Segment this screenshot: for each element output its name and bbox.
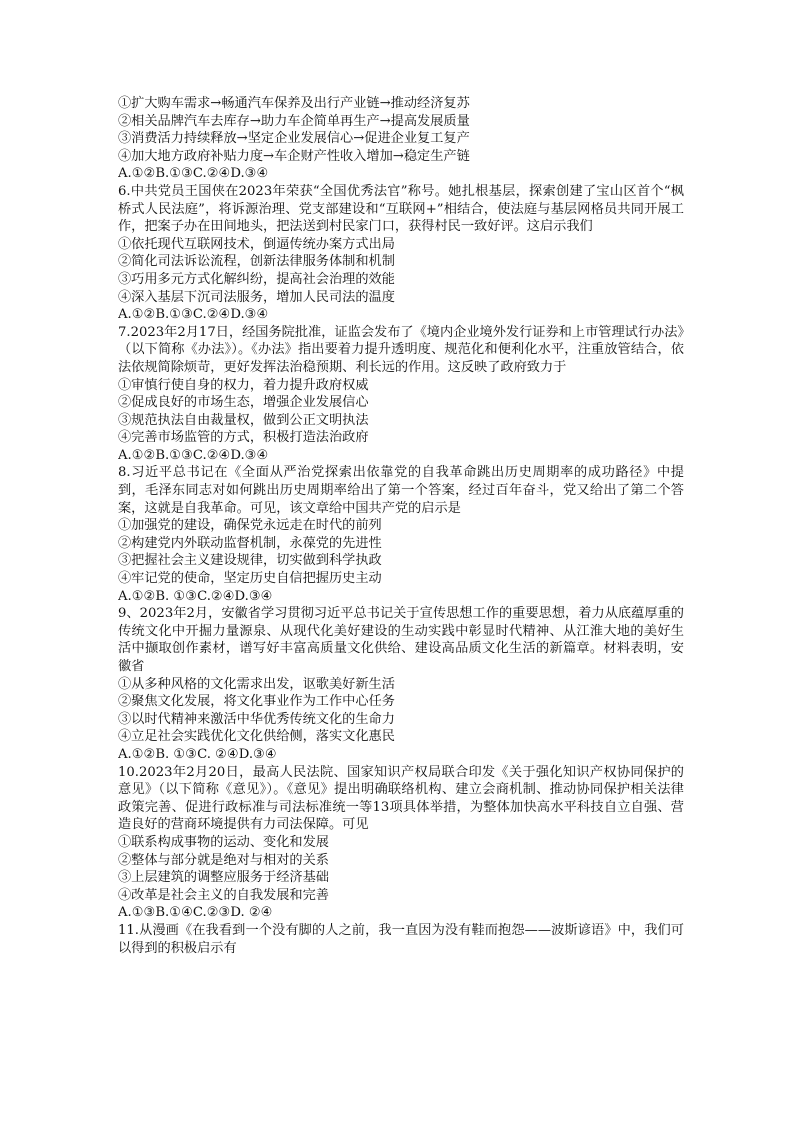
answer-choices: A.①②B. ①③C.②④D.③④ (118, 588, 273, 604)
question-stem: 6.中共党员王国侠在2023年荣获“全国优秀法官”称号。她扎根基层，探索创建了宝山区首个“枫桥式人民法庭”，将诉源治理、党支部建设和“互联网+”相结合，使法庭与基层网格员共同开展工作，把案子办在田间地头，把法送到村民家门口，获得村民一致好评。这启示我们 (118, 183, 684, 235)
option: ④深入基层下沉司法服务，增加人民司法的温度 (118, 289, 395, 305)
option: ④加大地方政府补贴力度→车企财产性收入增加→稳定生产链 (118, 148, 470, 164)
option: ①扩大购车需求→畅通汽车保养及出行产业链→推动经济复苏 (118, 96, 470, 111)
option: ③巧用多元方式化解纠纷，提高社会治理的效能 (118, 271, 395, 287)
option: ②相关品牌汽车去库存→助力车企简单再生产→提高发展质量 (118, 113, 470, 129)
question-stem: 7.2023年2月17日，经国务院批准，证监会发布了《境内企业境外发行证券和上市管理试行办法》（以下简称《办法》）。《办法》指出要着力提升透明度、规范化和便利化水平，注重放管结合，依法依规简除烦苛，更好发挥法治稳预期、利长远的作用。这反映了政府致力于 (118, 324, 684, 375)
option: ④立足社会实践优化文化供给侧，落实文化惠民 (118, 729, 395, 745)
option: ①依托现代互联网技术，倒逼传统办案方式出局 (118, 236, 395, 252)
option: ④牢记党的使命，坚定历史自信把握历史主动 (118, 571, 382, 587)
option: ①加强党的建设，确保党永远走在时代的前列 (118, 518, 382, 534)
question-8 (118, 464, 684, 605)
option: ①审慎行使自身的权力，着力提升政府权威 (118, 377, 369, 393)
option: ②整体与部分就是绝对与相对的关系 (118, 852, 329, 868)
option: ②构建党内外联动监督机制，永葆党的先进性 (118, 535, 382, 551)
question-10 (118, 764, 684, 922)
option: ③消费活力持续释放→坚定企业发展信心→促进企业复工复产 (118, 131, 470, 147)
question-stem: 8.习近平总书记在《全面从严治党探索出依靠党的自我革命跳出历史周期率的成功路径》中提到，毛泽东同志对如何跳出历史周期率给出了第一个答案，经过百年奋斗，党又给出了第二个答案，这就是自我革命。可见，该文章给中国共产党的启示是 (118, 465, 684, 516)
option: ①从多种风格的文化需求出发，讴歌美好新生活 (118, 676, 395, 692)
question-list (118, 95, 684, 957)
option: ②聚焦文化发展，将文化事业作为工作中心任务 (118, 694, 395, 710)
question-stem: 10.2023年2月20日，最高人民法院、国家知识产权局联合印发《关于强化知识产权协同保护的意见》（以下简称《意见》）。《意见》提出明确联络机构、建立会商机制、推动协同保护相关法律政策完善、促进行政标准与司法标准统一等13项具体举措，为整体加快高水平科技自立自强、营造良好的营商环境提供有力司法保障。可见 (118, 764, 684, 833)
answer-choices: A.①②B.①③C.②④D.③④ (118, 307, 269, 323)
option: ③规范执法自由裁量权，做到公正文明执法 (118, 412, 369, 428)
option: ④改革是社会主义的自我发展和完善 (118, 887, 329, 903)
answer-choices: A.①②B.①③C.②④D.③④ (118, 166, 269, 182)
question-stem: 11.从漫画《在我看到一个没有脚的人之前，我一直因为没有鞋而抱怨——波斯谚语》中，我们可以得到的积极启示有 (118, 922, 684, 956)
question-5 (118, 95, 684, 183)
question-9 (118, 605, 684, 763)
answer-choices: A.①③B.①④C.②③D. ②④ (118, 905, 273, 921)
option: ④完善市场监管的方式，积极打造法治政府 (118, 430, 369, 446)
option: ③把握社会主义建设规律，切实做到科学执政 (118, 553, 382, 569)
answer-choices: A.①②B. ①③C. ②④D.③④ (118, 746, 277, 762)
question-11 (118, 922, 684, 957)
answer-choices: A.①②B.①③C.②④D.③④ (118, 447, 269, 463)
option: ②简化司法诉讼流程，创新法律服务体制和机制 (118, 254, 395, 270)
question-6 (118, 183, 684, 324)
question-7 (118, 324, 684, 465)
option: ③上层建筑的调整应服务于经济基础 (118, 870, 329, 886)
question-stem: 9、2023年2月，安徽省学习贯彻习近平总书记关于宣传思想工作的重要思想，着力从底蕴厚重的传统文化中开掘力量源泉、从现代化美好建设的生动实践中彰显时代精神、从江淮大地的美好生活中撷取创作素材，谱写好丰富高质量文化供给、建设高品质文化生活的新篇章。材料表明，安徽省 (118, 606, 684, 674)
option: ②促成良好的市场生态，增强企业发展信心 (118, 395, 369, 411)
option: ③以时代精神来激活中华优秀传统文化的生命力 (118, 711, 395, 727)
option: ①联系构成事物的运动、变化和发展 (118, 834, 329, 850)
